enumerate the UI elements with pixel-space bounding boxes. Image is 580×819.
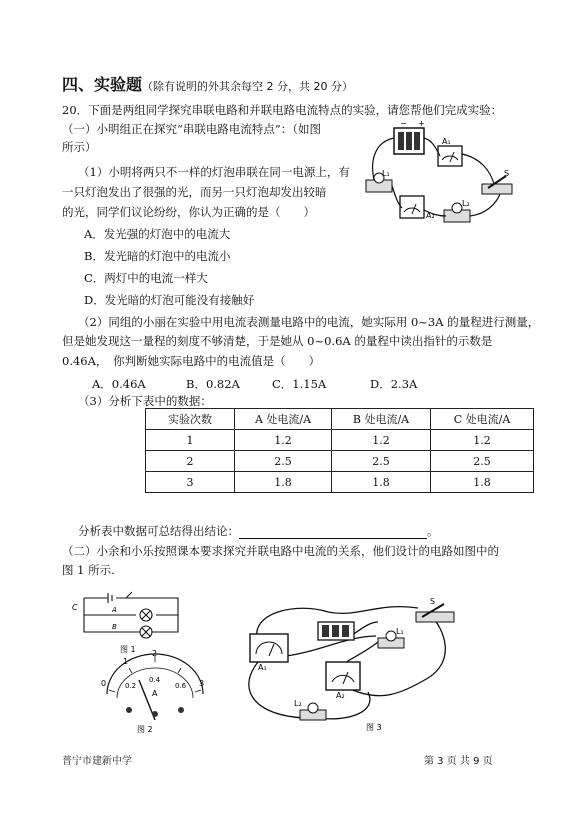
sub3-label: （3）分析下表中的数据： [78,394,212,408]
label-a2: A₂ [426,211,435,220]
table-cell: 3 [146,472,235,493]
sub2-line1: （2）同组的小丽在实验中用电流表测量电路中的电流，她实际用 0~3A 的量程进行测量， [78,315,540,329]
fig1-label-b: B [112,623,117,631]
sub2-option-b: B．0.82A [186,377,240,391]
fig3-label-a2: A₂ [336,691,345,700]
table-row [146,451,534,472]
sub1-option-b: B．发光暗的灯泡中的电流小 [84,249,231,263]
dial-label-3: 3 [199,679,205,688]
part2-line2: 图 1 所示. [62,563,115,577]
table-header-cell: B 处电流/A [332,409,431,430]
sub1-line3: 的光，同学们议论纷纷，你认为正确的是（ ） [62,205,315,219]
conclusion-end: 。 [427,524,439,538]
conclusion-answer-blank[interactable] [239,526,427,539]
sub1-option-a: A．发光强的灯泡中的电流大 [84,227,231,241]
dial-unit-a: A [152,689,158,698]
fig3-caption: 图 3 [366,723,382,732]
fig1-caption: 图 1 [120,645,136,654]
dial-terminals [126,707,184,717]
battery-icon [394,119,425,154]
table-cell: 2.5 [235,451,332,472]
sub2-line2: 但是她发现这一量程的刻度不够清楚，于是她从 0~0.6A 的量程中读出指针的示数是 [62,334,493,348]
dial-label-0: 0 [101,679,107,688]
part1-intro-line1: （一）小明组正在探究“串联电路电流特点”：（如图 [62,122,322,136]
label-l1: L₁ [382,169,390,178]
fig3-lamp-l2-icon [300,703,326,720]
sub2-option-c: C．1.15A [272,377,327,391]
sub2-line3: 0.46A， 你判断她实际电路中的电流值是（ ） [62,354,321,368]
figure-3-parallel-circuit [228,592,464,734]
table-cell: 1.2 [235,430,332,451]
dial-label-1: 1 [123,657,129,666]
conclusion-label: 分析表中数据可总结得出结论： [78,524,239,538]
fig3-ammeter-a1-icon [250,634,288,662]
wires [373,138,500,216]
data-table [145,408,534,493]
table-cell: 2 [146,451,235,472]
table-cell: 1.8 [332,472,431,493]
fig3-label-s: S [430,597,436,606]
label-l2: L₂ [462,199,470,208]
sub1-option-c: C．两灯中的电流一样大 [84,271,208,285]
q20-stem: 20．下面是两组同学探究串联电路和并联电路电流特点的实验，请您帮他们完成实验： [62,103,503,117]
part2-line1: （二）小余和小乐按照课本要求探究并联电路中电流的关系，他们设计的电路如图中的 [62,544,499,558]
fig3-switch-icon [416,604,454,622]
sub2-option-a: A．0.46A [92,377,146,391]
table-cell: 1.8 [235,472,332,493]
table-cell: 1.8 [431,472,534,493]
figure-1-parallel-circuit [70,588,190,658]
fig3-label-l1: L₁ [396,627,404,636]
footer-page-number: 第 3 页 共 9 页 [424,756,493,767]
label-a1: A₁ [442,137,451,146]
fig2-caption: 图 2 [137,725,153,734]
switch-icon [482,176,512,194]
table-header-cell: 实验次数 [146,409,235,430]
section-title [62,72,353,95]
dial-label-0-4: 0.4 [149,676,161,684]
table-cell: 2.5 [332,451,431,472]
fig3-ammeter-a2-icon [326,662,360,690]
section-note: （除有说明的外其余每空 2 分，共 20 分） [142,80,353,93]
table-header-row [146,409,534,430]
table-cell: 1.2 [431,430,534,451]
svg-text:+: + [418,119,425,128]
sub1-line1: （1）小明将两只不一样的灯泡串联在同一电源上，有 [78,165,350,179]
ammeter-a2-icon [400,196,424,218]
fig3-label-l2: L₂ [294,699,302,708]
table-header-cell: C 处电流/A [431,409,534,430]
table-cell: 2.5 [431,451,534,472]
table-cell: 1 [146,430,235,451]
sub1-line2: 一只灯泡发出了很强的光，而另一只灯泡却发出较暗 [62,185,327,199]
section-title-text: 四、实验题 [62,75,143,94]
ammeter-a1-icon [438,146,462,166]
conclusion-line [78,523,439,539]
fig1-label-a: A [112,606,117,614]
table-row [146,430,534,451]
footer-school: 普宁市建新中学 [62,756,132,767]
dial-label-2: 2 [152,650,158,658]
fig3-battery-icon [318,622,354,640]
fig3-label-a1: A₁ [258,663,267,672]
table-row [146,472,534,493]
sub2-option-d: D．2.3A [370,377,418,391]
part1-intro-line2: 所示） [62,140,97,154]
svg-text:−: − [400,119,407,128]
series-circuit-figure [360,118,520,234]
fig1-label-c: C [72,603,78,612]
figure-2-ammeter-dial [95,650,215,734]
table-header-cell: A 处电流/A [235,409,332,430]
table-cell: 1.2 [332,430,431,451]
dial-label-0-6: 0.6 [175,682,187,690]
sub1-option-d: D．发光暗的灯泡可能没有接触好 [84,293,255,307]
dial-label-0-2: 0.2 [125,682,137,690]
label-s: S [504,169,510,178]
